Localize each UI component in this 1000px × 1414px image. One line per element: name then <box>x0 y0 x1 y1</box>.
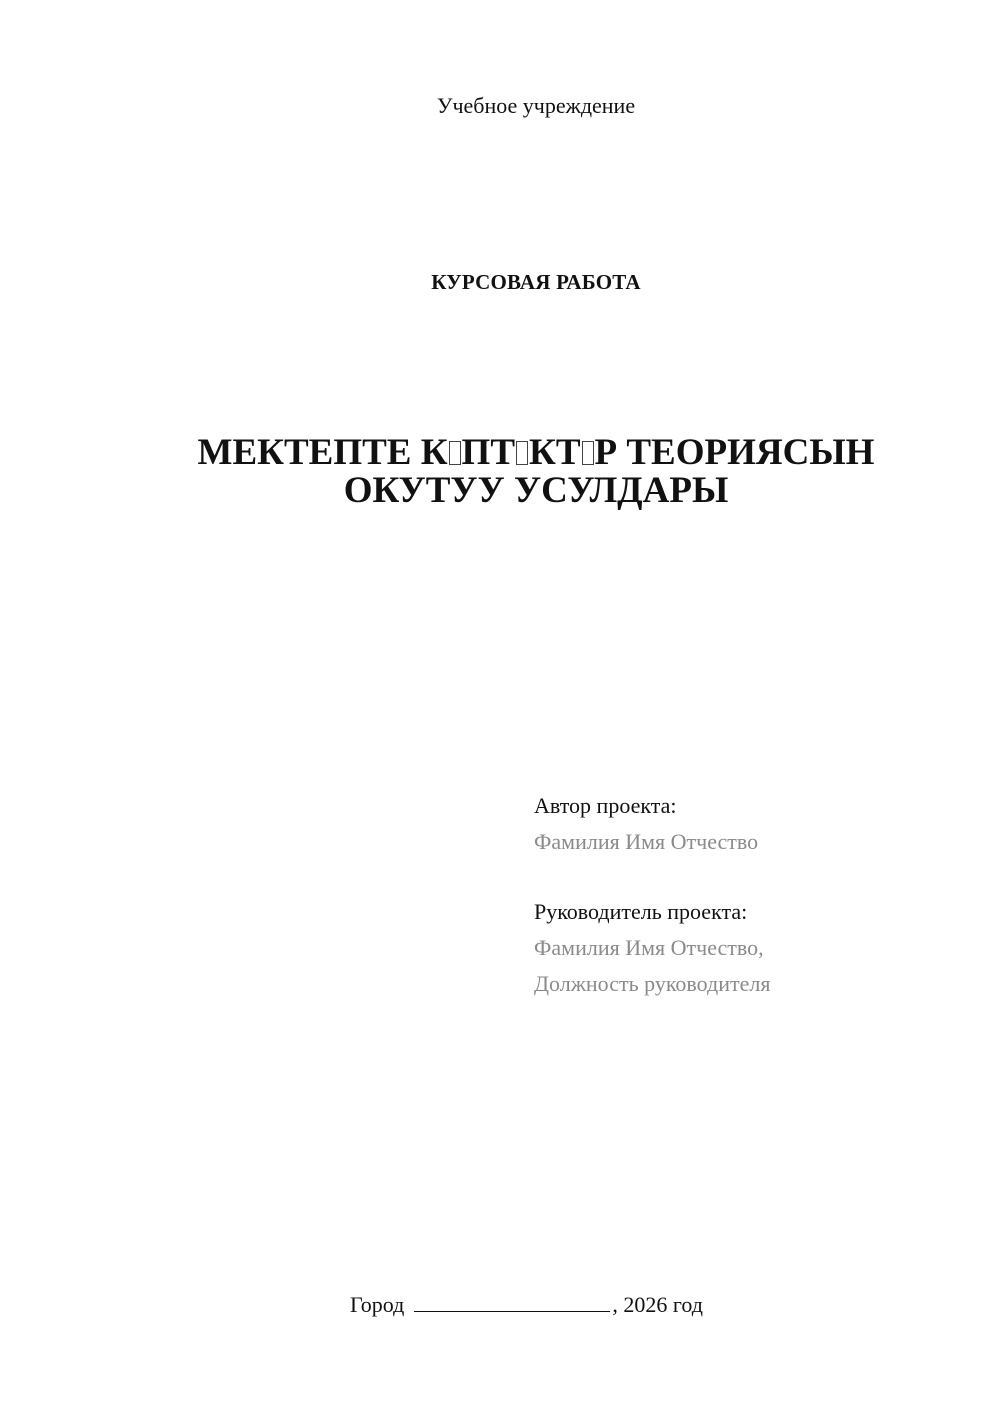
document-type: КУРСОВАЯ РАБОТА <box>431 270 641 294</box>
info-spacer <box>534 860 770 894</box>
title-fragment: КТ <box>529 432 581 473</box>
supervisor-name: Фамилия Имя Отчество, <box>534 935 764 960</box>
author-name: Фамилия Имя Отчество <box>534 829 759 854</box>
missing-glyph-icon <box>582 441 594 465</box>
title-fragment: ПТ <box>461 432 516 473</box>
supervisor-position: Должность руководителя <box>534 971 771 996</box>
title-fragment: МЕКТЕПТЕ К <box>197 432 448 473</box>
institution-name: Учебное учреждение <box>436 93 636 118</box>
missing-glyph-icon <box>516 441 528 465</box>
title-line-2: ОКУТУУ УСУЛДАРЫ <box>343 470 729 511</box>
author-label: Автор проекта: <box>534 793 677 818</box>
missing-glyph-icon <box>449 441 461 465</box>
project-info <box>534 788 770 1002</box>
title-fragment: Р ТЕОРИЯСЫН <box>594 432 875 473</box>
title-line-1 <box>0 434 1000 472</box>
document-title <box>0 434 1000 510</box>
year-text: , 2026 год <box>612 1292 703 1317</box>
city-year-line <box>350 1290 703 1320</box>
city-label: Город <box>350 1292 405 1317</box>
city-blank-line <box>414 1291 610 1312</box>
supervisor-label: Руководитель проекта: <box>534 899 748 924</box>
